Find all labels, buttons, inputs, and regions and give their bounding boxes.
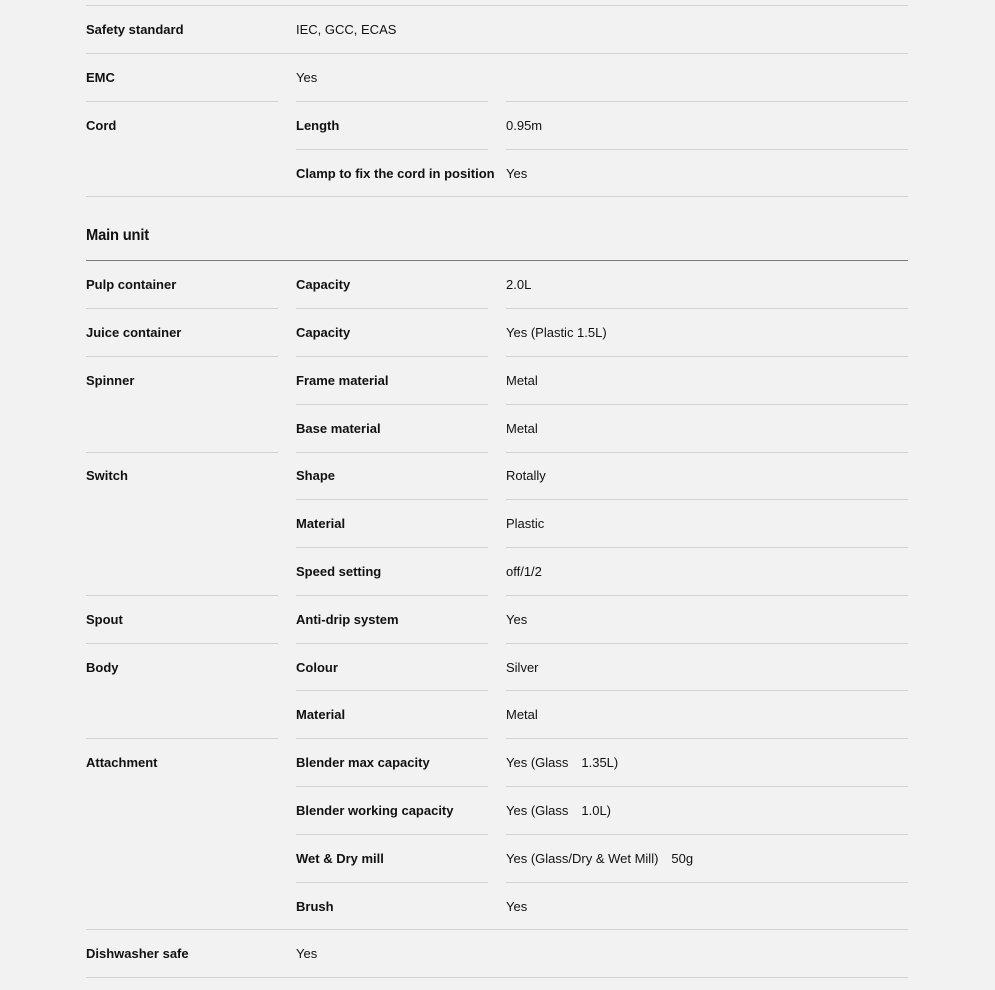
row-attribute: Frame material bbox=[296, 373, 389, 388]
table-divider bbox=[86, 101, 278, 102]
table-divider bbox=[506, 643, 908, 644]
row-attribute: Shape bbox=[296, 468, 336, 483]
table-divider bbox=[506, 738, 908, 739]
row-value: Yes bbox=[506, 612, 528, 627]
table-divider bbox=[86, 977, 908, 978]
row-category: Cord bbox=[86, 118, 117, 133]
row-value: Yes bbox=[296, 946, 318, 961]
row-category: Switch bbox=[86, 468, 128, 483]
row-attribute: Material bbox=[296, 516, 346, 531]
table-divider bbox=[506, 786, 908, 787]
row-attribute: Base material bbox=[296, 421, 381, 436]
table-divider bbox=[506, 452, 908, 453]
row-attribute: Length bbox=[296, 118, 340, 133]
row-category: EMC bbox=[86, 70, 115, 85]
row-value: off/1/2 bbox=[506, 564, 542, 579]
row-attribute: Brush bbox=[296, 899, 334, 914]
row-value: 2.0L bbox=[506, 277, 532, 292]
table-divider bbox=[506, 308, 908, 309]
table-divider bbox=[296, 499, 488, 500]
table-divider bbox=[296, 404, 488, 405]
row-value: IEC, GCC, ECAS bbox=[296, 22, 397, 37]
row-category: Attachment bbox=[86, 755, 158, 770]
row-value: Plastic bbox=[506, 516, 545, 531]
row-value: Rotally bbox=[506, 468, 546, 483]
row-category: Dishwasher safe bbox=[86, 946, 189, 961]
row-category: Pulp container bbox=[86, 277, 177, 292]
row-category: Juice container bbox=[86, 325, 182, 340]
row-value: Yes (Glass/Dry & Wet Mill) 50g bbox=[506, 851, 694, 866]
table-divider bbox=[296, 834, 488, 835]
row-category: Safety standard bbox=[86, 22, 184, 37]
table-divider bbox=[506, 882, 908, 883]
table-divider bbox=[296, 643, 488, 644]
table-divider bbox=[86, 929, 908, 930]
table-divider bbox=[506, 356, 908, 357]
row-attribute: Anti-drip system bbox=[296, 612, 399, 627]
row-value: 0.95m bbox=[506, 118, 543, 133]
table-divider bbox=[506, 149, 908, 150]
table-divider bbox=[86, 53, 908, 54]
table-divider bbox=[506, 101, 908, 102]
table-divider bbox=[296, 452, 488, 453]
table-divider bbox=[86, 308, 278, 309]
row-attribute: Material bbox=[296, 707, 346, 722]
table-divider bbox=[296, 882, 488, 883]
table-divider bbox=[506, 404, 908, 405]
table-divider bbox=[296, 547, 488, 548]
table-divider bbox=[506, 690, 908, 691]
table-divider bbox=[86, 356, 278, 357]
row-category: Body bbox=[86, 660, 119, 675]
row-attribute: Capacity bbox=[296, 325, 351, 340]
row-attribute: Colour bbox=[296, 660, 338, 675]
row-attribute: Blender working capacity bbox=[296, 803, 454, 818]
section-heading-rule bbox=[86, 260, 908, 261]
row-attribute: Wet & Dry mill bbox=[296, 851, 384, 866]
row-category: Spout bbox=[86, 612, 123, 627]
table-divider bbox=[296, 101, 488, 102]
table-divider bbox=[506, 595, 908, 596]
row-value: Yes bbox=[506, 166, 528, 181]
row-attribute: Blender max capacity bbox=[296, 755, 430, 770]
row-attribute: Speed setting bbox=[296, 564, 382, 579]
table-divider bbox=[296, 738, 488, 739]
row-value: Metal bbox=[506, 421, 538, 436]
row-value: Yes (Glass 1.0L) bbox=[506, 803, 612, 818]
row-value: Metal bbox=[506, 707, 538, 722]
table-divider bbox=[86, 452, 278, 453]
table-divider bbox=[86, 5, 908, 6]
row-value: Yes bbox=[296, 70, 318, 85]
row-category: Spinner bbox=[86, 373, 135, 388]
table-divider bbox=[86, 196, 908, 197]
table-divider bbox=[86, 738, 278, 739]
table-divider bbox=[296, 308, 488, 309]
row-value: Yes (Glass 1.35L) bbox=[506, 755, 619, 770]
row-attribute: Capacity bbox=[296, 277, 351, 292]
row-value: Yes (Plastic 1.5L) bbox=[506, 325, 607, 340]
row-value: Silver bbox=[506, 660, 539, 675]
table-divider bbox=[296, 786, 488, 787]
table-divider bbox=[86, 643, 278, 644]
table-divider bbox=[296, 595, 488, 596]
row-attribute: Clamp to fix the cord in position bbox=[296, 166, 495, 181]
table-divider bbox=[506, 834, 908, 835]
row-value: Yes bbox=[506, 899, 528, 914]
table-divider bbox=[296, 149, 488, 150]
table-divider bbox=[506, 547, 908, 548]
section-title-main-unit: Main unit bbox=[86, 227, 149, 244]
table-divider bbox=[86, 595, 278, 596]
table-divider bbox=[296, 356, 488, 357]
table-divider bbox=[506, 499, 908, 500]
table-divider bbox=[296, 690, 488, 691]
row-value: Metal bbox=[506, 373, 538, 388]
